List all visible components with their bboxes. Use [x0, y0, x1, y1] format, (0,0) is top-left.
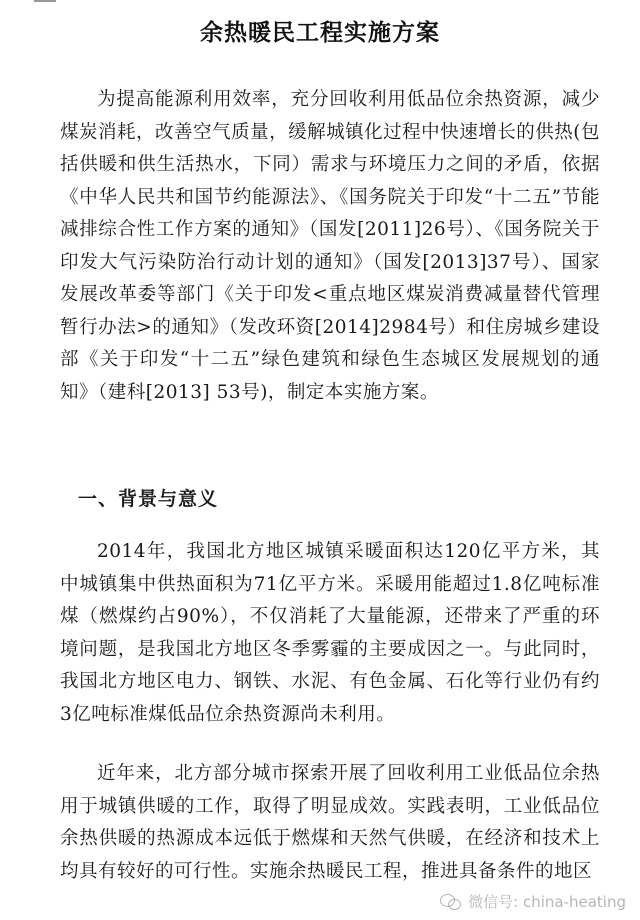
intro-paragraph: 为提高能源利用效率，充分回收利用低品位余热资源，减少煤炭消耗，改善空气质量，缓解城镇化过程中快速增长的供热(包括供暖和供生活热水，下同）需求与环境压力之间的矛盾，依据《中华人民共和国节约能源法》、《国务院关于印发“十二五”节能减排综合性工作方案的通知》（国发[2011]26号）、《国务院关于印发大气污染防治行动计划的通知》（国发[2013]37号）、国家发展改革委等部门《关于印发<重点地区煤炭消费减量替代管理暂行办法>的通知》（发改环资[2014]2984号）和住房城乡建设部《关于印发“十二五”绿色建筑和绿色生态城区发展规划的通知》（建科[2013] 53号)，制定本实施方案。	[60, 89, 600, 403]
watermark	[440, 891, 626, 912]
document-title: 余热暖民工程实施方案	[200, 20, 440, 46]
background-paragraph-2: 近年来，北方部分城市探索开展了回收利用工业低品位余热用于城镇供暖的工作，取得了明显成效。实践表明，工业低品位余热供暖的热源成本远低于燃煤和天然气供暖，在经济和技术上均具有较好的可行性。实施余热暖民工程，推进具备条件的地区	[60, 763, 600, 882]
page-top-mark	[34, 0, 56, 2]
background-paragraph-1: 2014年，我国北方地区城镇采暖面积达120亿平方米，其中城镇集中供热面积为71亿平方米。采暖用能超过1.8亿吨标准煤（燃煤约占90%），不仅消耗了大量能源，还带来了严重的环境问题，是我国北方地区冬季雾霾的主要成因之一。与此同时，我国北方地区电力、钢铁、水泥、有色金属、石化等行业仍有约3亿吨标准煤低品位余热资源尚未利用。	[60, 541, 600, 725]
wechat-icon	[440, 894, 462, 910]
section-heading-background: 一、背景与意义	[78, 488, 219, 510]
watermark-text: 微信号: china-heating	[468, 893, 626, 911]
